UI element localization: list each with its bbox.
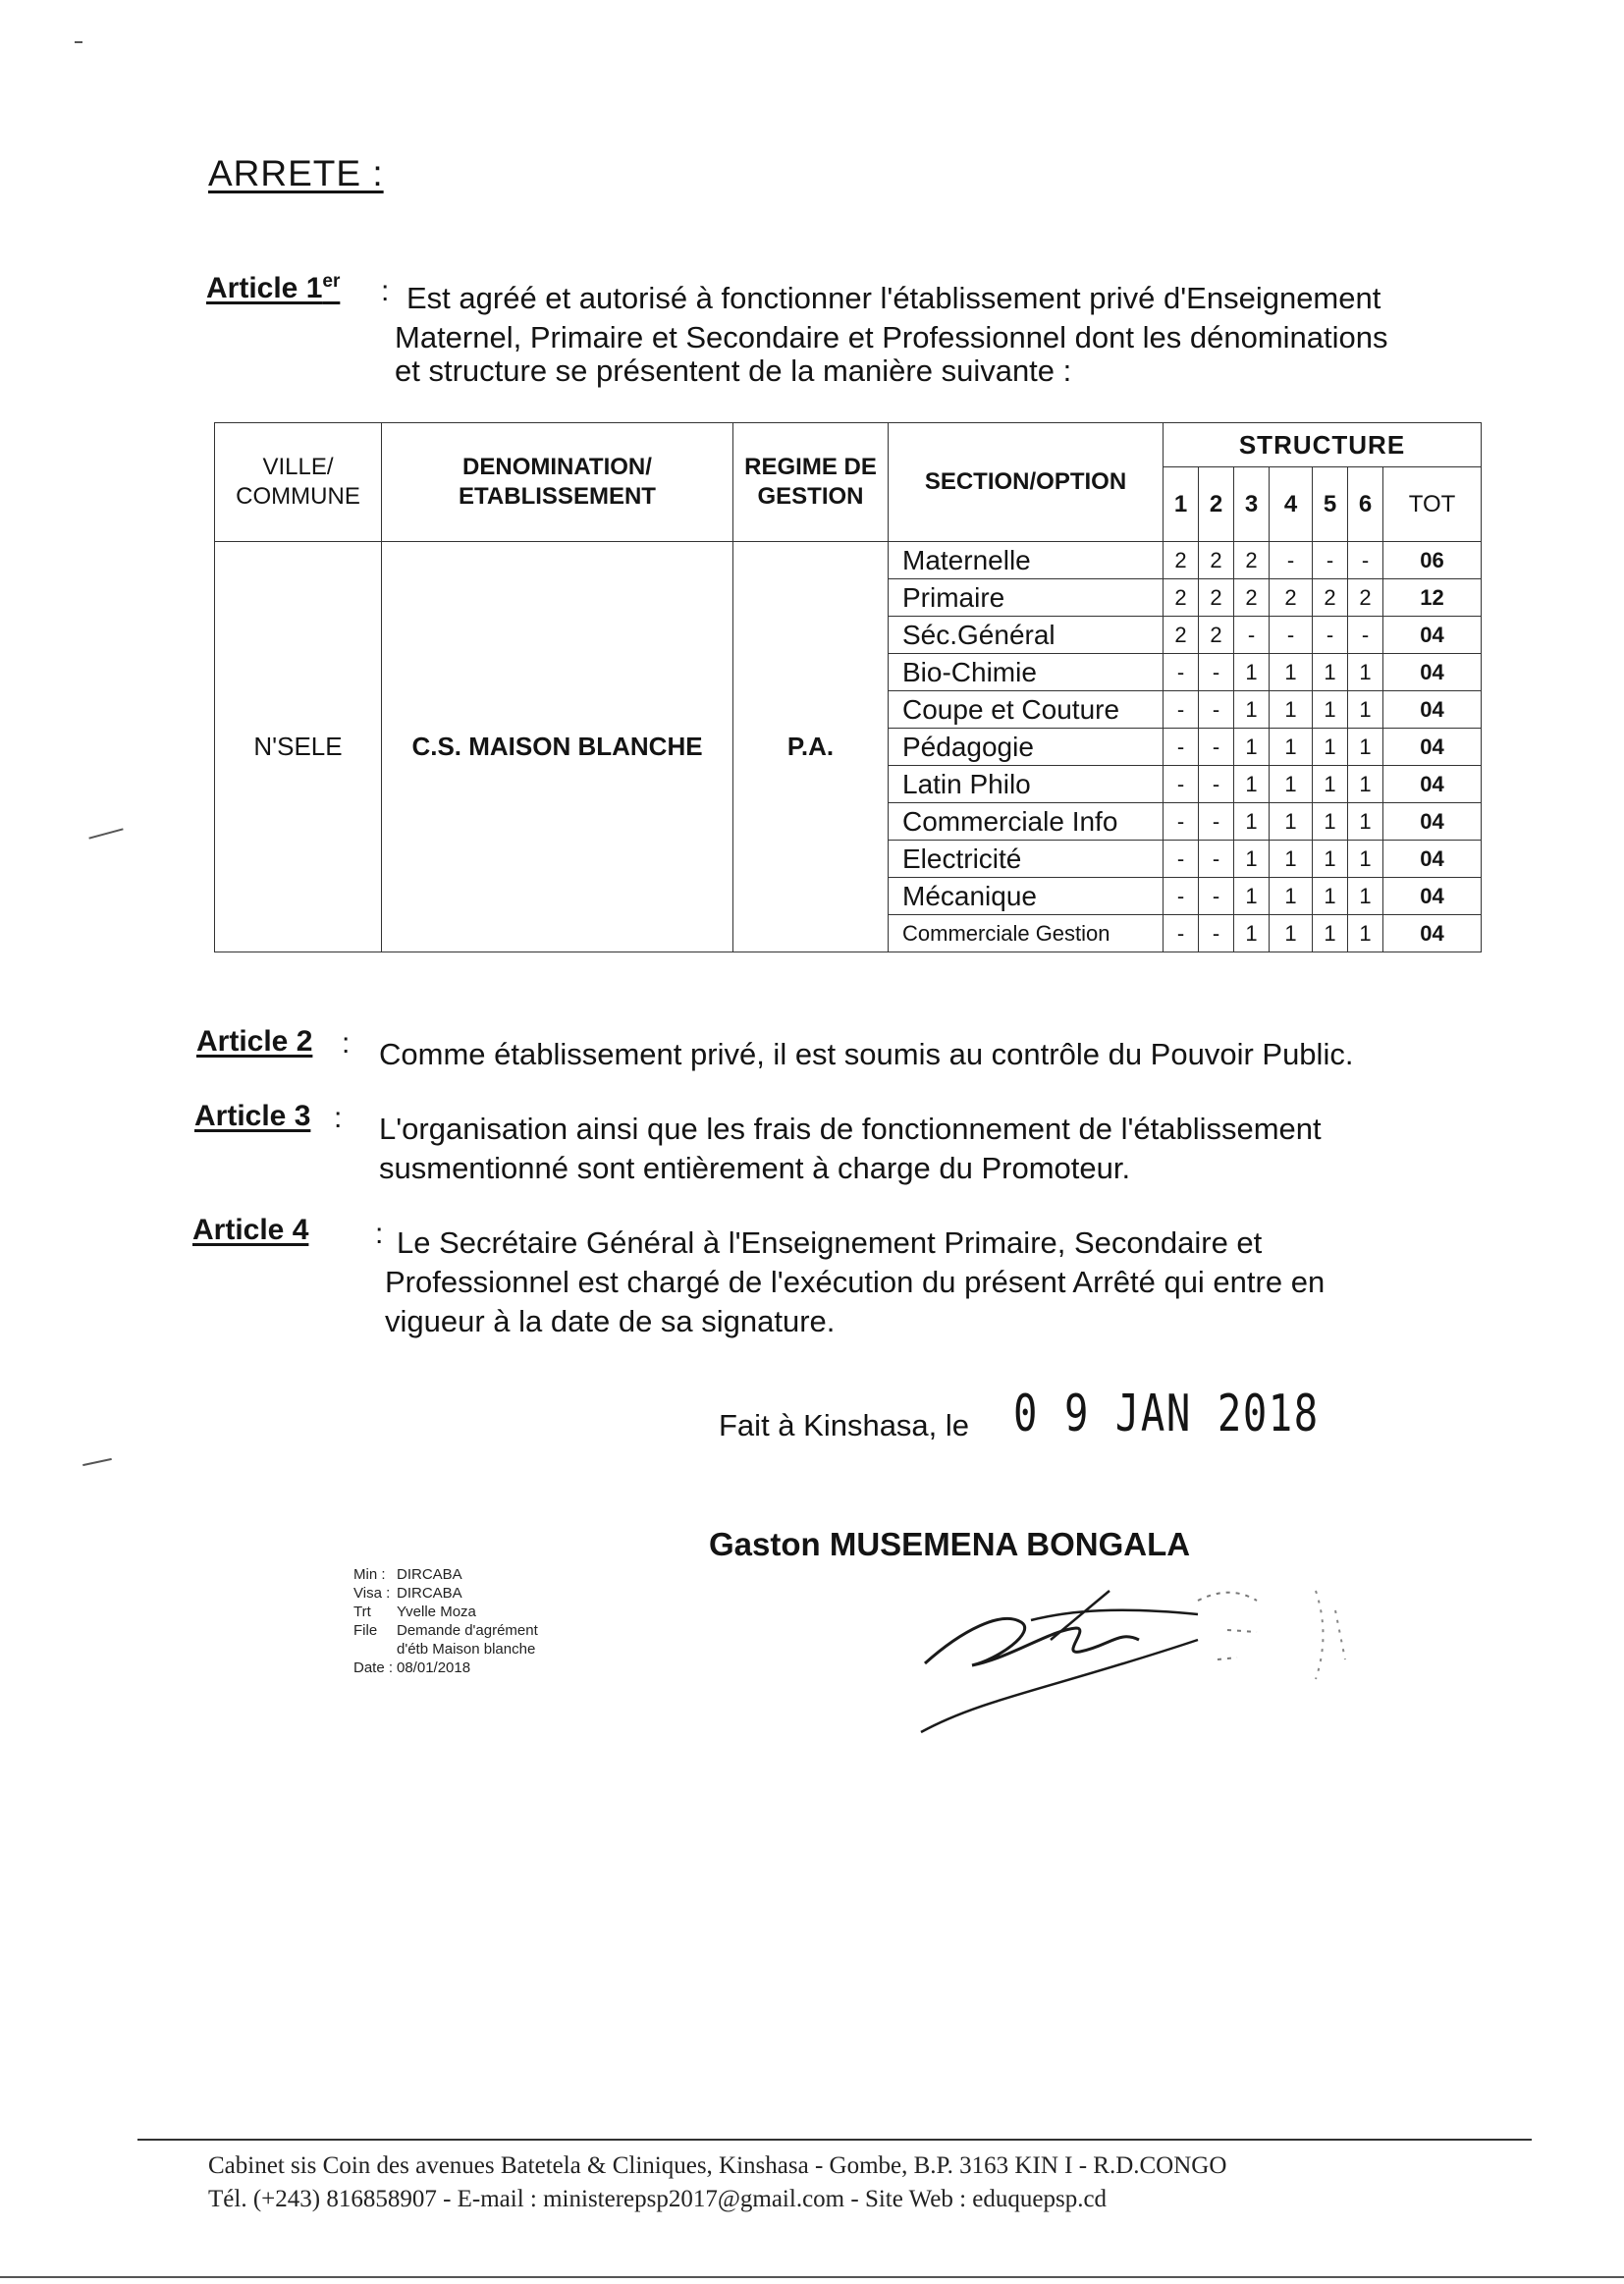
meta-value: 08/01/2018 — [397, 1659, 471, 1676]
article-3-colon: : — [334, 1102, 343, 1134]
cell-tot: 04 — [1383, 915, 1482, 952]
cell-value: 1 — [1234, 766, 1270, 803]
cell-value: 1 — [1270, 729, 1313, 766]
cell-section: Bio-Chimie — [889, 654, 1164, 691]
signature-image — [903, 1571, 1434, 1767]
cell-value: - — [1313, 617, 1348, 654]
header-tot: TOT — [1383, 467, 1482, 542]
cell-value: 1 — [1313, 766, 1348, 803]
cell-value: 1 — [1234, 691, 1270, 729]
cell-value: 2 — [1199, 617, 1234, 654]
cell-section: Commerciale Gestion — [889, 915, 1164, 952]
cell-value: 1 — [1234, 803, 1270, 841]
cell-regime: P.A. — [733, 542, 889, 952]
meta-key: File — [353, 1622, 378, 1639]
header-level-2: 2 — [1199, 467, 1234, 542]
cell-section: Coupe et Couture — [889, 691, 1164, 729]
structure-table — [214, 422, 1482, 952]
article-1-line: Est agréé et autorisé à fonctionner l'établissement privé d'Enseignement — [406, 281, 1381, 315]
file-meta — [353, 1565, 538, 1677]
cell-value: 2 — [1199, 542, 1234, 579]
header-ville: VILLE/ COMMUNE — [215, 423, 382, 542]
footer-address: Cabinet sis Coin des avenues Batetela & Cliniques, Kinshasa - Gombe, B.P. 3163 KIN I - R.D.CONGO — [208, 2152, 1227, 2179]
table-body — [215, 542, 1482, 952]
date-stamp: 0 9 JAN 2018 — [1013, 1385, 1320, 1443]
meta-value: DIRCABA — [397, 1585, 462, 1602]
cell-section: Maternelle — [889, 542, 1164, 579]
cell-value: 2 — [1348, 579, 1383, 617]
meta-value: Demande d'agrément — [397, 1622, 538, 1639]
cell-value: 1 — [1313, 841, 1348, 878]
cell-value: 1 — [1348, 654, 1383, 691]
cell-value: 2 — [1234, 579, 1270, 617]
cell-value: - — [1164, 803, 1199, 841]
cell-tot: 04 — [1383, 729, 1482, 766]
cell-value: - — [1270, 542, 1313, 579]
article-1-line: Maternel, Primaire et Secondaire et Professionnel dont les dénominations — [395, 320, 1388, 354]
cell-value: 1 — [1270, 803, 1313, 841]
cell-value: 1 — [1313, 878, 1348, 915]
cell-value: 1 — [1348, 915, 1383, 952]
cell-value: - — [1270, 617, 1313, 654]
cell-value: 1 — [1348, 691, 1383, 729]
cell-value: - — [1199, 729, 1234, 766]
meta-row — [353, 1659, 538, 1677]
cell-value: 1 — [1270, 841, 1313, 878]
cell-value: - — [1313, 542, 1348, 579]
meta-value: d'étb Maison blanche — [397, 1641, 536, 1658]
article-1-label — [206, 271, 340, 305]
cell-section: Latin Philo — [889, 766, 1164, 803]
cell-value: 2 — [1313, 579, 1348, 617]
article-4-label-text: Article 4 — [192, 1214, 309, 1246]
cell-denomination: C.S. MAISON BLANCHE — [382, 542, 733, 952]
article-2-colon: : — [342, 1027, 351, 1060]
article-1-label-sup: er — [322, 271, 341, 292]
cell-value: 1 — [1234, 654, 1270, 691]
table-row — [215, 542, 1482, 579]
cell-value: - — [1199, 691, 1234, 729]
cell-section: Pédagogie — [889, 729, 1164, 766]
cell-value: - — [1234, 617, 1270, 654]
header-denomination: DENOMINATION/ ETABLISSEMENT — [382, 423, 733, 542]
cell-value: 1 — [1234, 841, 1270, 878]
cell-value: 1 — [1348, 729, 1383, 766]
header-level-6: 6 — [1348, 467, 1383, 542]
article-4-line: Le Secrétaire Général à l'Enseignement Primaire, Secondaire et — [397, 1225, 1263, 1260]
cell-value: 2 — [1164, 542, 1199, 579]
cell-value: 2 — [1234, 542, 1270, 579]
cell-value: 1 — [1313, 915, 1348, 952]
cell-value: 1 — [1313, 691, 1348, 729]
cell-value: 2 — [1270, 579, 1313, 617]
page-bottom-rule — [0, 2276, 1624, 2278]
cell-value: 1 — [1313, 803, 1348, 841]
cell-value: - — [1348, 617, 1383, 654]
cell-value: 1 — [1348, 803, 1383, 841]
cell-section: Primaire — [889, 579, 1164, 617]
meta-row — [353, 1565, 538, 1584]
meta-key: Date : — [353, 1659, 394, 1676]
cell-value: - — [1164, 691, 1199, 729]
cell-value: - — [1164, 654, 1199, 691]
article-1-text — [395, 279, 1487, 391]
header-level-5: 5 — [1313, 467, 1348, 542]
header-level-4: 4 — [1270, 467, 1313, 542]
cell-value: - — [1199, 841, 1234, 878]
article-1-colon: : — [381, 275, 390, 307]
article-3-line: L'organisation ainsi que les frais de fonctionnement de l'établissement — [379, 1112, 1322, 1146]
cell-value: - — [1199, 915, 1234, 952]
meta-value: DIRCABA — [397, 1566, 462, 1583]
cell-value: 1 — [1270, 878, 1313, 915]
cell-value: 1 — [1348, 766, 1383, 803]
cell-value: - — [1348, 542, 1383, 579]
cell-value: 1 — [1270, 654, 1313, 691]
meta-key: Trt — [353, 1604, 371, 1620]
header-level-3: 3 — [1234, 467, 1270, 542]
cell-section: Electricité — [889, 841, 1164, 878]
cell-value: - — [1164, 841, 1199, 878]
cell-value: 1 — [1313, 654, 1348, 691]
cell-tot: 04 — [1383, 691, 1482, 729]
page-heading: ARRETE : — [208, 153, 384, 193]
footer-rule — [137, 2139, 1532, 2141]
cell-tot: 04 — [1383, 841, 1482, 878]
cell-tot: 04 — [1383, 654, 1482, 691]
cell-section: Mécanique — [889, 878, 1164, 915]
cell-value: - — [1164, 766, 1199, 803]
meta-row — [353, 1621, 538, 1640]
cell-value: 1 — [1270, 766, 1313, 803]
article-2-text: Comme établissement privé, il est soumis au contrôle du Pouvoir Public. — [379, 1037, 1354, 1071]
cell-tot: 04 — [1383, 766, 1482, 803]
cell-value: - — [1199, 654, 1234, 691]
scan-mark — [75, 41, 82, 43]
cell-value: 1 — [1270, 915, 1313, 952]
cell-value: 2 — [1199, 579, 1234, 617]
cell-value: 1 — [1348, 878, 1383, 915]
article-4-line: vigueur à la date de sa signature. — [385, 1304, 836, 1338]
scan-mark — [88, 828, 123, 839]
article-3-line: susmentionné sont entièrement à charge du Promoteur. — [379, 1151, 1131, 1185]
scan-mark — [82, 1458, 112, 1466]
meta-row — [353, 1584, 538, 1603]
header-structure: STRUCTURE — [1164, 423, 1482, 467]
cell-value: - — [1164, 729, 1199, 766]
cell-value: - — [1164, 915, 1199, 952]
meta-value: Yvelle Moza — [397, 1604, 476, 1620]
place-date-text: Fait à Kinshasa, le — [719, 1408, 970, 1442]
article-4-text — [385, 1224, 1481, 1341]
cell-section: Commerciale Info — [889, 803, 1164, 841]
cell-value: 2 — [1164, 579, 1199, 617]
cell-value: - — [1199, 878, 1234, 915]
cell-value: 1 — [1234, 729, 1270, 766]
cell-value: 1 — [1270, 691, 1313, 729]
article-4-label — [192, 1214, 308, 1247]
article-3-label: Article 3 — [194, 1100, 311, 1132]
cell-value: - — [1199, 803, 1234, 841]
meta-key: Min : — [353, 1566, 386, 1583]
header-section: SECTION/OPTION — [889, 423, 1164, 542]
cell-value: - — [1199, 766, 1234, 803]
footer-contact: Tél. (+243) 816858907 - E-mail : ministerepsp2017@gmail.com - Site Web : eduquepsp.cd — [208, 2186, 1108, 2212]
cell-ville: N'SELE — [215, 542, 382, 952]
cell-tot: 04 — [1383, 878, 1482, 915]
meta-row — [353, 1640, 538, 1659]
article-4-line: Professionnel est chargé de l'exécution du présent Arrêté qui entre en — [385, 1265, 1326, 1299]
article-1-label-text: Article 1 — [206, 272, 323, 304]
cell-value: 2 — [1164, 617, 1199, 654]
meta-row — [353, 1603, 538, 1621]
cell-value: 1 — [1313, 729, 1348, 766]
cell-value: 1 — [1234, 915, 1270, 952]
cell-tot: 12 — [1383, 579, 1482, 617]
cell-value: 1 — [1348, 841, 1383, 878]
cell-tot: 06 — [1383, 542, 1482, 579]
article-3-text — [379, 1110, 1479, 1188]
article-2-label: Article 2 — [196, 1025, 313, 1058]
cell-tot: 04 — [1383, 803, 1482, 841]
signer-name: Gaston MUSEMENA BONGALA — [709, 1526, 1191, 1562]
cell-section: Séc.Général — [889, 617, 1164, 654]
cell-value: - — [1164, 878, 1199, 915]
header-level-1: 1 — [1164, 467, 1199, 542]
cell-value: 1 — [1234, 878, 1270, 915]
article-4-colon: : — [375, 1218, 384, 1250]
meta-key: Visa : — [353, 1585, 391, 1602]
cell-tot: 04 — [1383, 617, 1482, 654]
article-1-line: et structure se présentent de la manière suivante : — [395, 353, 1072, 388]
header-regime: REGIME DE GESTION — [733, 423, 889, 542]
